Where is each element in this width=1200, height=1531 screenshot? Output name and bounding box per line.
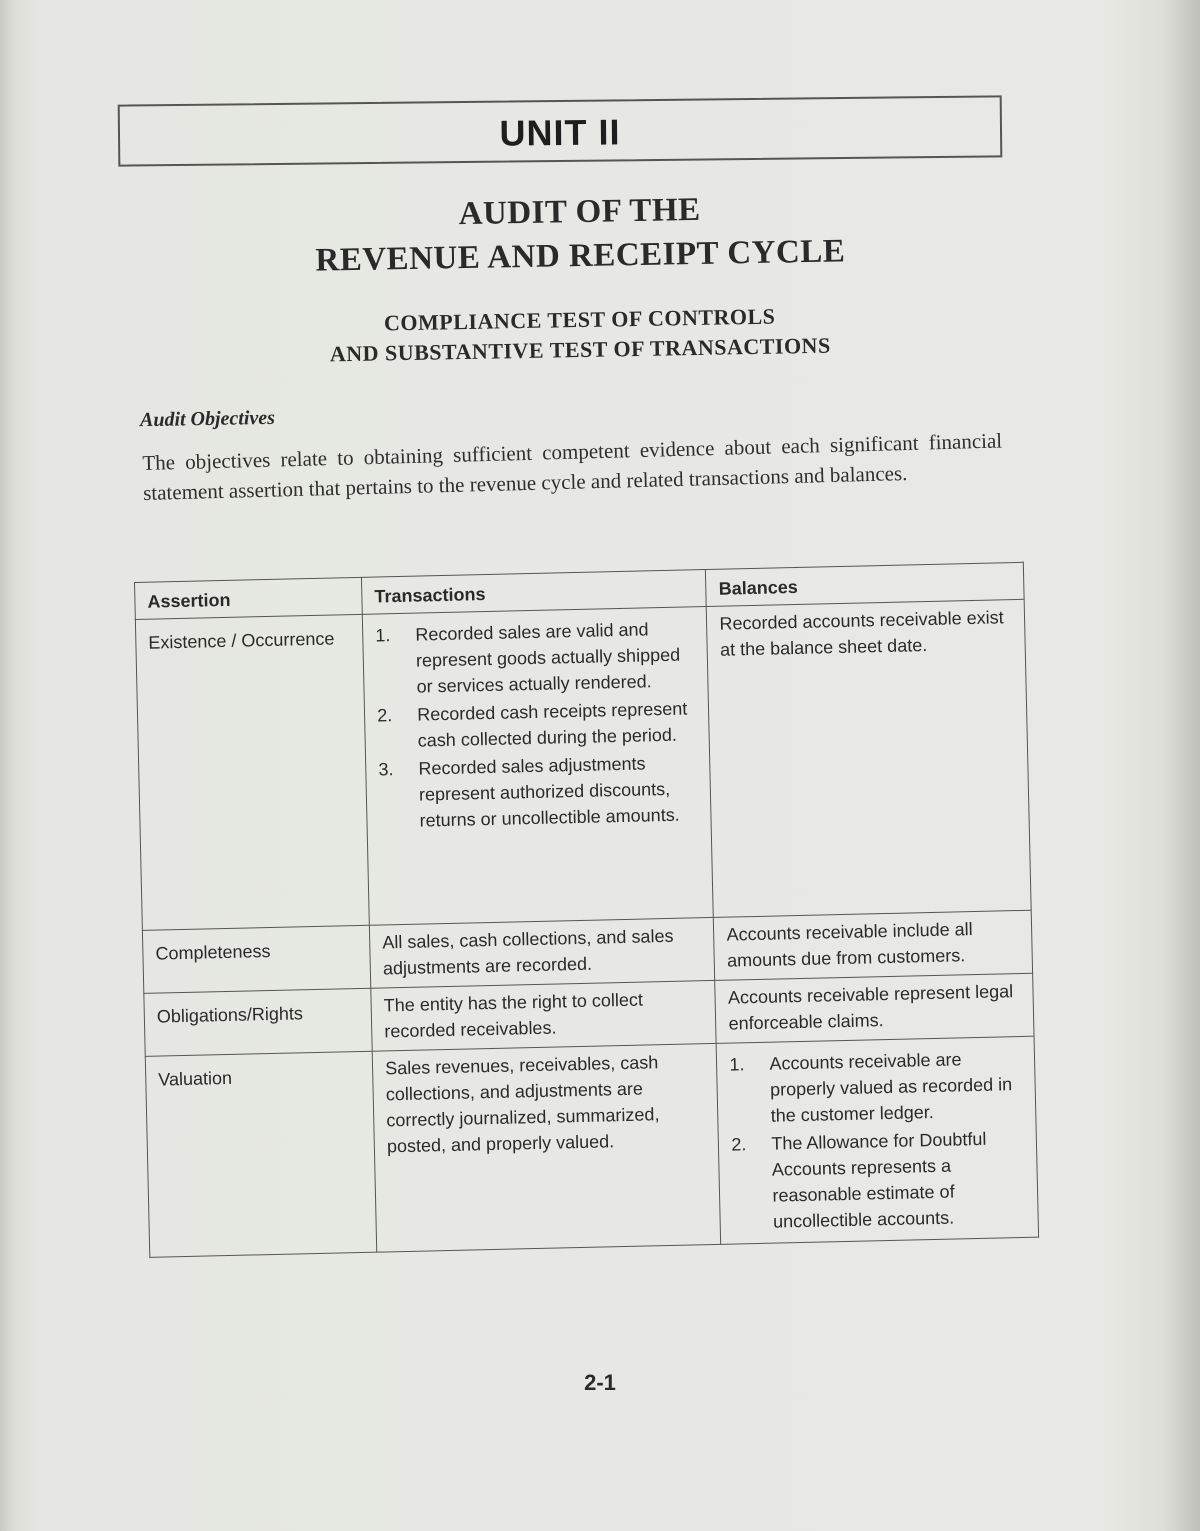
- audit-objectives-table: [134, 562, 1039, 1258]
- list-item: [729, 1045, 1023, 1130]
- cell-transactions: [362, 607, 713, 926]
- cell-assertion: Existence / Occurrence: [135, 614, 369, 930]
- header-balances: Balances: [706, 562, 1024, 606]
- cell-assertion: Valuation: [145, 1051, 377, 1257]
- balances-list: [729, 1045, 1026, 1236]
- table-row-valuation: [145, 1036, 1038, 1257]
- list-item-text: The Allowance for Doubtful Accounts represents a reasonable estimate of uncollectible accounts.: [771, 1128, 987, 1232]
- cell-assertion: Completeness: [142, 925, 370, 993]
- audit-objectives-table-wrap: [134, 562, 1039, 1258]
- list-item-text: Accounts receivable are properly valued as recorded in the customer ledger.: [769, 1049, 1013, 1126]
- sub-title: [200, 298, 961, 371]
- list-item-text: Recorded cash receipts represent cash collected during the period.: [416, 698, 688, 751]
- cell-transactions: The entity has the right to collect recorded receivables.: [371, 980, 717, 1051]
- cell-balances: Recorded accounts receivable exist at the balance sheet date.: [707, 599, 1032, 917]
- cell-balances: [717, 1036, 1039, 1244]
- list-item: [731, 1125, 1026, 1236]
- list-item-text: Recorded sales are valid and represent goods actually shipped or services actually rendered.: [415, 619, 681, 697]
- list-item-number: 2.: [731, 1134, 747, 1155]
- sub-title-line-2: AND SUBSTANTIVE TEST OF TRANSACTIONS: [329, 332, 831, 367]
- page-number: 2-1: [584, 1370, 616, 1395]
- unit-title-box: [118, 95, 1003, 166]
- section-heading: Audit Objectives: [139, 406, 276, 432]
- list-item: [375, 615, 696, 700]
- sub-title-line-1: COMPLIANCE TEST OF CONTROLS: [383, 303, 776, 336]
- cell-balances: Accounts receivable include all amounts due from customers.: [714, 910, 1033, 980]
- list-item-number: 3.: [378, 759, 394, 780]
- transactions-list: [375, 615, 699, 834]
- list-item-number: 2.: [376, 705, 393, 726]
- main-title-line-1: AUDIT OF THE: [458, 191, 701, 233]
- cell-transactions: Sales revenues, receivables, cash collections, and adjustments are correctly journalized, summarized, posted, and properly valued.: [372, 1043, 721, 1252]
- list-item-number: 1.: [729, 1054, 745, 1075]
- table-row-existence: [135, 599, 1031, 930]
- header-assertion: Assertion: [135, 577, 363, 619]
- main-title-line-2: REVENUE AND RECEIPT CYCLE: [315, 233, 846, 279]
- cell-assertion: Obligations/Rights: [144, 988, 372, 1056]
- intro-paragraph: The objectives relate to obtaining sufficient competent evidence about each significant financial statement assertion that pertains to the revenue cycle and related transactions and balances.: [142, 428, 1003, 505]
- main-title: [199, 183, 960, 284]
- cell-transactions: All sales, cash collections, and sales adjustments are recorded.: [369, 917, 715, 988]
- page-edge-shadow: [1162, 0, 1200, 1531]
- cell-balances: Accounts receivable represent legal enforceable claims.: [715, 973, 1034, 1043]
- unit-title: UNIT II: [499, 111, 621, 154]
- list-item: [377, 695, 697, 754]
- list-item-number: 1.: [375, 625, 391, 646]
- list-item-text: Recorded sales adjustments represent authorized discounts, returns or uncollectible amounts.: [418, 753, 680, 831]
- header-transactions: Transactions: [362, 570, 707, 615]
- list-item: [378, 749, 699, 834]
